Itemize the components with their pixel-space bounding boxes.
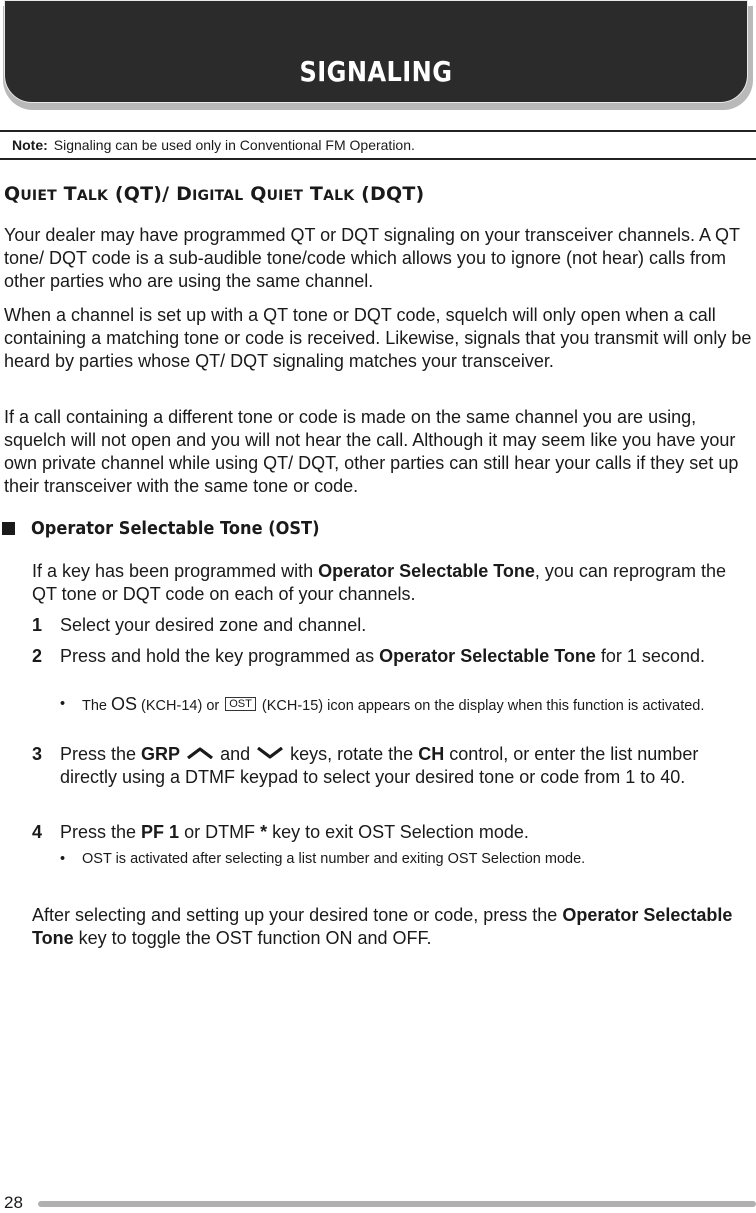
page-number: 28 (4, 1193, 23, 1212)
ost-intro: If a key has been programmed with Operator Selectable Tone, you can reprogram the QT tone or DQT code on each of your channels. (32, 561, 726, 604)
ost-heading: Operator Selectable Tone (OST) (2, 518, 352, 539)
note-label: Note: (12, 137, 48, 153)
step-text: Press the GRP and keys, rotate the CH control, or enter the list number directly using a DTMF keypad to select your desired tone or code from 1 to 40. (60, 744, 699, 787)
chapter-title: SIGNALING (299, 55, 453, 88)
step-2 (32, 645, 752, 668)
paragraph-squelch: When a channel is set up with a QT tone or DQT code, squelch will only open when a call containing a matching tone or code is received. Likewise, signals that you transmit will only be heard by parties whose QT/ DQT signaling matches your transceiver. (4, 305, 752, 371)
os-display-icon: OS (111, 694, 138, 714)
section-title: QUIET TALK (QT)/ DIGITAL QUIET TALK (DQT) (4, 183, 425, 205)
step-text: Press and hold the key programmed as Operator Selectable Tone for 1 second. (60, 646, 705, 666)
bullet-os-icon: • The OS (KCH-14) or OST (KCH-15) icon appears on the display when this function is activated. (60, 694, 705, 714)
paragraph-qt-intro: Your dealer may have programmed QT or DQT signaling on your transceiver channels. A QT tone/ DQT code is a sub-audible tone/code which allows you to ignore (not hear) calls from other parties who are using the same channel. (4, 225, 740, 291)
step-1 (32, 614, 752, 637)
square-bullet-icon (2, 522, 15, 535)
note-text: Signaling can be used only in Conventional FM Operation. (53, 137, 415, 153)
footer-rule (38, 1201, 756, 1207)
bullet-ost-activated: • OST is activated after selecting a list number and exiting OST Selection mode. (60, 851, 586, 867)
step-number: 1 (32, 615, 43, 635)
step-4 (32, 821, 752, 844)
chapter-header-tab (4, 0, 748, 103)
closing-paragraph: After selecting and setting up your desired tone or code, press the Operator Selectable Tone key to toggle the OST function ON and OFF. (32, 905, 733, 948)
paragraph-different-tone: If a call containing a different tone or code is made on the same channel you are using, squelch will not open and you will not hear the call. Although it may seem like you have your own private channel while using QT/ DQT, other parties can still hear your calls if they set up their transceiver with the same tone or code. (4, 407, 739, 496)
ost-display-icon: OST (225, 697, 256, 711)
step-number: 4 (32, 822, 43, 842)
grp-down-icon (255, 747, 285, 759)
step-number: 2 (32, 646, 43, 666)
step-number: 3 (32, 744, 43, 764)
step-text: Press the PF 1 or DTMF * key to exit OST Selection mode. (60, 822, 529, 842)
note-box (0, 130, 756, 160)
asterisk-key-icon: * (260, 822, 268, 842)
grp-up-icon (185, 747, 215, 759)
step-3 (32, 743, 752, 789)
step-text: Select your desired zone and channel. (60, 615, 367, 635)
